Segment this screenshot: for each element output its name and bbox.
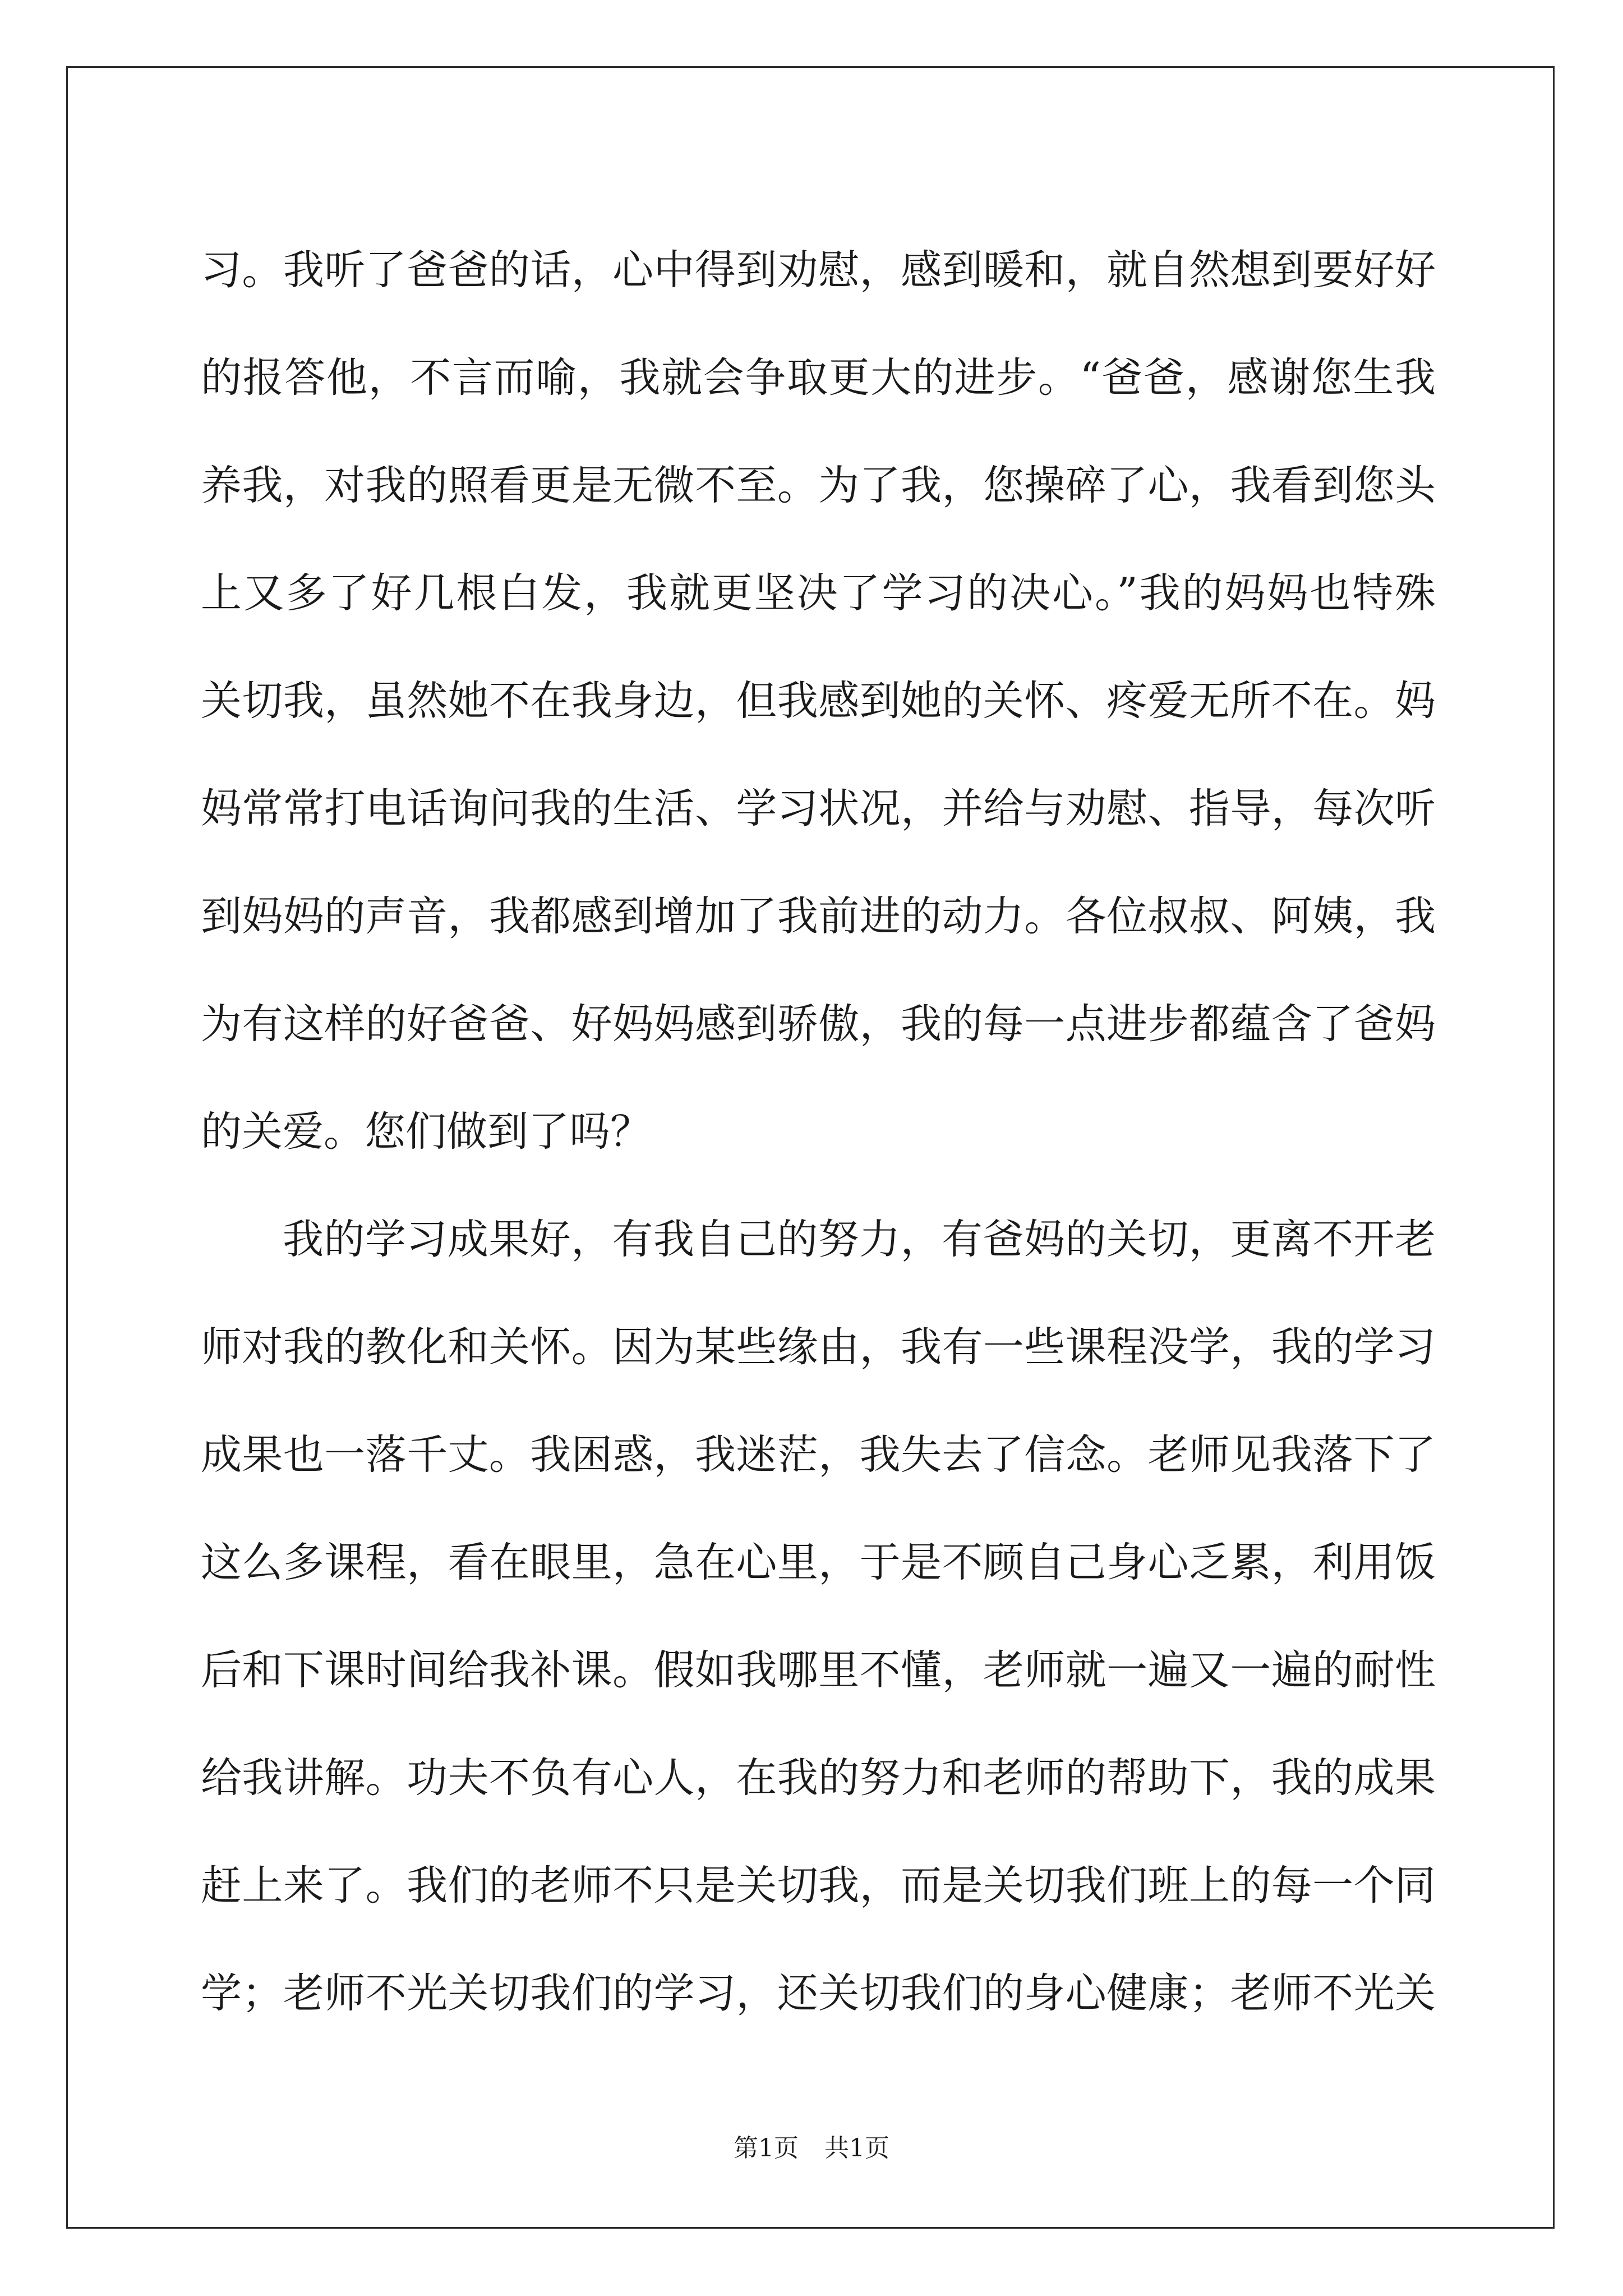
text-line: 到妈妈的声音，我都感到增加了我前进的动力。各位叔叔、阿姨，我 <box>201 892 1436 940</box>
text-line: 上又多了好几根白发，我就更坚决了学习的决心。”我的妈妈也特殊 <box>201 569 1436 617</box>
text-line: 后和下课时间给我补课。假如我哪里不懂，老师就一遍又一遍的耐性 <box>201 1646 1436 1694</box>
text-line: 养我，对我的照看更是无微不至。为了我，您操碎了心，我看到您头 <box>201 462 1436 509</box>
text-line: 我的学习成果好，有我自己的努力，有爸妈的关切，更离不开老 <box>283 1216 1436 1263</box>
document-body <box>201 217 1436 2047</box>
text-line: 学；老师不光关切我们的学习，还关切我们的身心健康；老师不光关 <box>201 1970 1436 2017</box>
text-line: 的关爱。您们做到了吗？ <box>201 1108 651 1156</box>
page-footer <box>0 2132 1623 2165</box>
text-line: 习。我听了爸爸的话，心中得到劝慰，感到暖和，就自然想到要好好 <box>201 246 1436 294</box>
total-pages-label: 共1页 <box>824 2134 889 2162</box>
current-page-label: 第1页 <box>734 2134 799 2162</box>
text-line: 关切我，虽然她不在我身边，但我感到她的关怀、疼爱无所不在。妈 <box>201 677 1436 725</box>
text-line: 这么多课程，看在眼里，急在心里，于是不顾自己身心乏累，利用饭 <box>201 1539 1436 1586</box>
text-line: 赶上来了。我们的老师不只是关切我，而是关切我们班上的每一个同 <box>201 1862 1436 1910</box>
text-line: 的报答他，不言而喻，我就会争取更大的进步。“爸爸，感谢您生我 <box>201 354 1436 402</box>
text-line: 师对我的教化和关怀。因为某些缘由，我有一些课程没学，我的学习 <box>201 1323 1436 1371</box>
text-line: 为有这样的好爸爸、好妈妈感到骄傲，我的每一点进步都蕴含了爸妈 <box>201 1000 1436 1048</box>
text-line: 给我讲解。功夫不负有心人，在我的努力和老师的帮助下，我的成果 <box>201 1754 1436 1802</box>
text-line: 成果也一落千丈。我困惑，我迷茫，我失去了信念。老师见我落下了 <box>201 1431 1436 1479</box>
text-line: 妈常常打电话询问我的生活、学习状况，并给与劝慰、指导，每次听 <box>201 785 1436 832</box>
